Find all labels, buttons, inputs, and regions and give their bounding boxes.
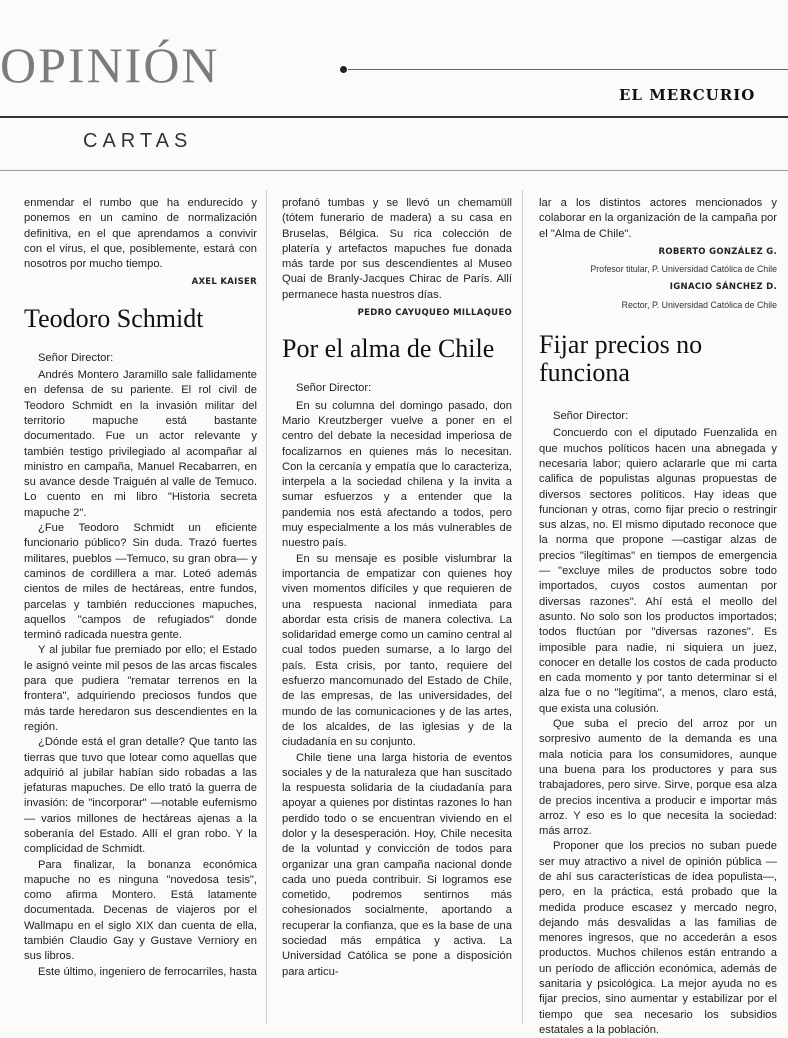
letter-paragraph: ¿Fue Teodoro Schmidt un eficiente funcionario público? Sin duda. Trazó fuertes militares, pueblos —Temuco, su gran obra— y caminos de cordillera a mar. Loteó además cientos de miles de hectáreas, entre fundos, parcelas y también reducciones mapuches, aquellos "campos de refugiados" donde terminó radicada nuestra gente. [24,522,257,642]
section-divider-bottom [0,170,788,171]
letter-author: PEDRO CAYUQUEO MILLAQUEO [357,308,512,319]
column-2 [282,196,512,980]
masthead-rule [348,69,788,70]
letter-continuation: enmendar el rumbo que ha endurecido y ponemos en un camino de normalización definitiva, en el que aprendamos a convivir con el virus, el que, posiblemente, estará con nosotros por mucho tiempo. [24,197,257,271]
column-3 [539,196,777,1038]
section-title: OPINIÓN [0,37,220,93]
letter-paragraph: Este último, ingeniero de ferrocarriles, hasta [38,965,257,978]
letter-headline: Por el alma de Chile [282,334,495,364]
letter-headline: Teodoro Schmidt [24,303,204,333]
newspaper-name: EL MERCURIO [619,86,756,104]
letter-signer: IGNACIO SÁNCHEZ D. [669,282,777,293]
letter-paragraph: Chile tiene una larga historia de eventos sociales y de la naturaleza que han suscitado la respuesta solidaria de la ciudadanía para apoyar a quienes por distintas razones lo han perdido todo o se encuentran viviendo en el dolor y la desesperación. Hoy, Chile necesita de la voluntad y convicción de todos para organizar una gran campaña nacional donde cada uno pueda contribuir. Si logramos ese cometido, podremos sentirnos más cohesionados socialmente, aportando a recuperar la confianza, que es la base de una sociedad más empática y activa. La Universidad Católica se pone a disposición para articu- [282,751,512,978]
column-divider [266,190,267,1024]
salutation: Señor Director: [38,351,114,364]
letter-paragraph: Que suba el precio del arroz por un sorpresivo aumento de la demanda es una mala noticia para los consumidores, aunque una buena para los productores y para sus trabajadores, pero sirve. Sirve, porque esa alza de precios incentiva a producir e importar más arroz. Y eso es lo que necesita la sociedad: más arroz. [539,718,777,838]
letter-paragraph: Para finalizar, la bonanza económica mapuche no es ninguna "novedosa tesis", como afirma Montero. Está latamente documentada. Decenas de viajeros por el Wallmapu en el siglo XIX dan cuenta de ella, también Claudio Gay y Gustave Verniory en sus libros. [24,858,257,963]
letter-headline: Fijar precios no funciona [539,330,703,388]
letter-continuation: lar a los distintos actores mencionados y colaborar en la organización de la campaña por el "Alma de Chile". [539,197,777,240]
letter-paragraph: Proponer que los precios no suban puede ser muy atractivo a nivel de opinión pública —de ahí sus características de idea populista—, pero, en la práctica, está probado que la medida produce escasez y mercado negro, dejando más desvalidas a las familias de menores ingresos, que no accederán a esos productos. Muchos chilenos están entrando a un período de aflicción económica, además de sanitaria y psicológica. La mejor ayuda no es fijar precios, sino aumentar y estabilizar por el tiempo que sea necesario los subsidios estatales a la población. [539,840,777,1036]
letter-continuation: profanó tumbas y se llevó un chemamüll (tótem funerario de madera) a su casa en Bruselas, Bélgica. Su rica colección de platería y artefactos mapuches fue donada más tarde por sus descendientes al Museo Quai de Branly-Jacques Chirac de París. Allí permanece hasta nuestros días. [282,197,512,301]
column-1 [24,196,257,980]
letter-paragraph: En su columna del domingo pasado, don Mario Kreutzberger vuelve a poner en el centro del debate la necesidad imperiosa de focalizarnos en quienes más lo necesitan. Con la cercanía y empatía que lo caracteriza, interpela a la sociedad chilena y la invita a sumar esfuerzos y a entender que la pandemia nos está afectando a todos, pero muy especialmente a los más vulnerables de nuestro país. [282,399,512,550]
salutation: Señor Director: [296,382,372,395]
letter-paragraph: En su mensaje es posible vislumbrar la importancia de empatizar con quienes hoy viven momentos difíciles y que requieren de una respuesta nacional inmediata para abordar esta crisis de manera colectiva. La solidaridad emerge como un camino central al cual todos pueden sumarse, a lo largo del país. Esta crisis, por tanto, requiere del esfuerzo mancomunado del Estado de Chile, de las empresas, de las universidades, del mundo de las comunicaciones y de las artes, de los alcaldes, de las iglesias y de la ciudadanía en su conjunto. [282,552,512,749]
subsection-label: CARTAS [83,130,193,152]
letter-paragraph: ¿Dónde está el gran detalle? Que tanto las tierras que tuvo que lotear como aquellas que adquirió al jubilar habían sido robadas a las jefaturas mapuches. De ello trató la guerra de invasión: de "incorporar" —notable eufemismo— varios millones de hectáreas ajenas a la soberanía del Estado. Allí el gran robo. Y la complicidad de Schmidt. [24,736,257,856]
salutation: Señor Director: [553,410,629,423]
column-divider [522,190,523,1024]
letter-paragraph: Andrés Montero Jaramillo sale fallidamente en defensa de su pariente. El rol civil de Teodoro Schmidt en la invasión militar del territorio mapuche está bastante documentado. Fue un actor relevante y también testigo privilegiado al acompañar al ministro en campaña, Manuel Recabarren, en su avance desde Traiguén al valle de Temuco. Lo cuento en mi libro "Historia secreta mapuche 2". [24,369,257,519]
masthead-bullet [340,66,347,73]
letter-paragraph: Y al jubilar fue premiado por ello; el Estado le asignó veinte mil pesos de las arcas fiscales para que pudiera "rematar terrenos en la frontera", adquiriendo preciosos fundos que más tarde heredaron sus descendientes en la región. [24,644,257,733]
signer-affiliation: Profesor titular, P. Universidad Católica de Chile [590,264,777,275]
letter-author: AXEL KAISER [191,277,257,288]
section-divider-top [0,116,788,118]
letter-signer: ROBERTO GONZÁLEZ G. [658,246,777,257]
letter-paragraph: Concuerdo con el diputado Fuenzalida en que muchos políticos hacen una abnegada y necesaria labor; quiero aclararle que mi carta califica de populistas algunas propuestas de diversos sectores políticos. Hay ideas que funcionan y otras, como fijar precio o restringir sus alzas, no. El mismo diputado reconoce que la norma que propone —castigar alzas de precios "ilegítimas" en tiempos de emergencia— "excluye miles de productos sobre todo importados, cuyos costos aumentan por diversas razones". Ahí está el meollo del asunto. No solo son los productos importados; todos fluctúan por "diversas razones". Es imposible para nadie, ni siquiera un juez, conocer en detalle los costos de cada producto en cada momento y por tanto determinar si el alza fue o no "legítima", a menos, claro está, que exista una colusión. [539,427,777,715]
signer-affiliation: Rector, P. Universidad Católica de Chile [621,299,777,310]
